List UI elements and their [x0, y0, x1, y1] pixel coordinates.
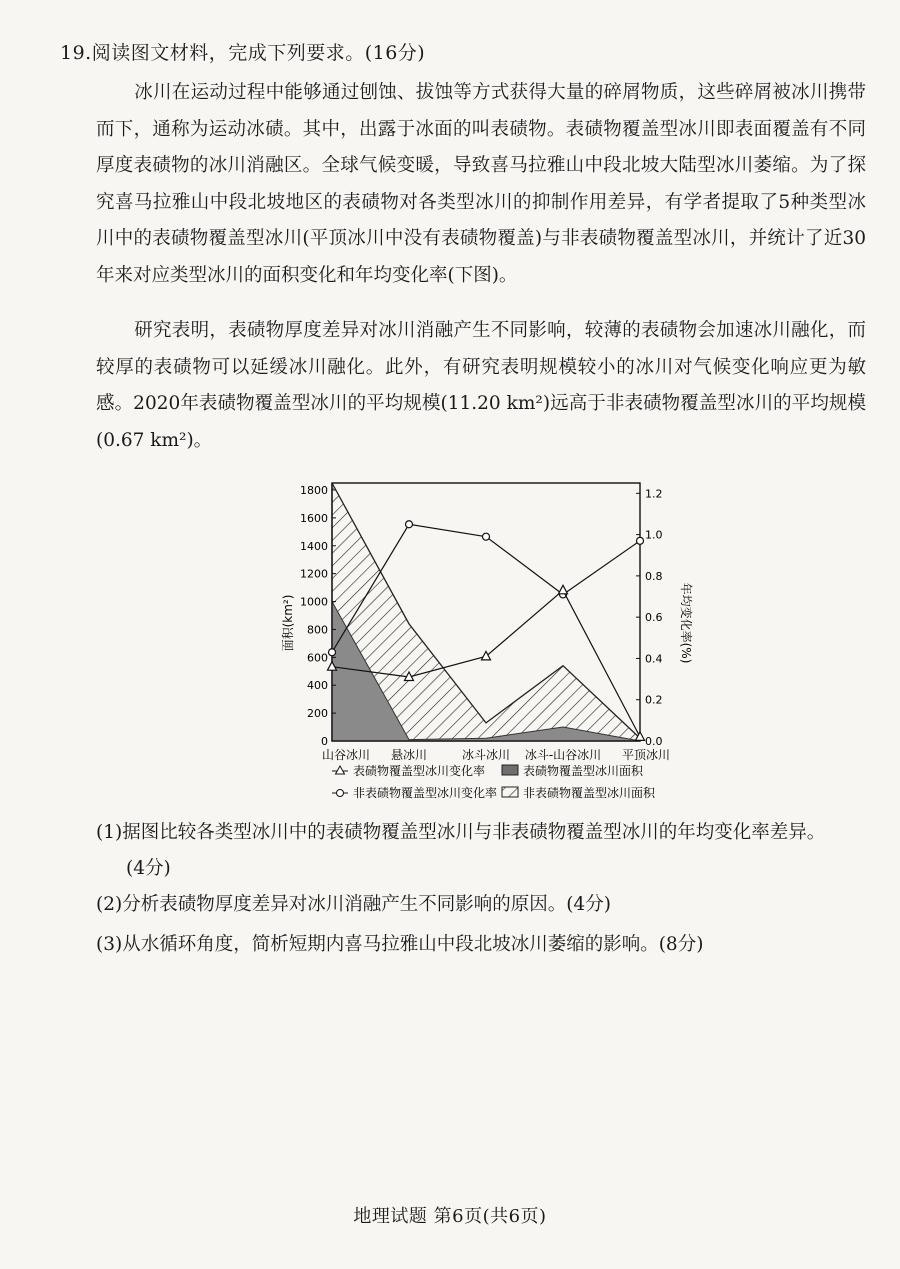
glacier-chart-svg — [270, 475, 700, 810]
non-debris-rate-point — [637, 537, 644, 544]
y2-axis-label: 年均变化率(%) — [679, 582, 693, 664]
y-tick-label: 200 — [307, 707, 328, 721]
sub-question-2: (2)分析表碛物厚度差异对冰川消融产生不同影响的原因。(4分) — [96, 894, 611, 915]
material-paragraph-1 — [96, 75, 866, 294]
sub-question-1: (1)据图比较各类型冰川中的表碛物覆盖型冰川与非表碛物覆盖型冰川的年均变化率差异。 — [96, 822, 826, 843]
legend-hatch-box-icon — [502, 787, 518, 797]
sub-question-1-score: (4分) — [126, 858, 171, 879]
legend-triangle-icon — [336, 766, 345, 774]
y-axis-label: 面积(km²) — [281, 594, 295, 652]
non-debris-rate-point — [329, 649, 336, 656]
plot-layer — [300, 483, 670, 800]
y2-tick-label: 0.4 — [645, 652, 663, 666]
debris-rate-point — [482, 651, 491, 660]
y2-tick-label: 0.6 — [645, 611, 663, 625]
material-paragraph-2 — [96, 313, 866, 459]
y-tick-label: 1600 — [300, 511, 328, 525]
y-tick-label: 600 — [307, 651, 328, 665]
legend-circle-icon — [337, 790, 344, 797]
material-paragraph-2-text: 研究表明，表碛物厚度差异对冰川消融产生不同影响，较薄的表碛物会加速冰川融化，而较厚的表碛物可以延缓冰川融化。此外，有研究表明规模较小的冰川对气候变化响应更为敏感。2020年表碛物覆盖型冰川的平均规模(11.20 km²)远高于非表碛物覆盖型冰川的平均规模(0.67 km²)。 — [96, 320, 866, 451]
x-category-label: 冰斗冰川 — [461, 748, 511, 762]
page-footer: 地理试题 第6页(共6页) — [353, 1206, 547, 1227]
y-tick-label: 1400 — [300, 539, 328, 553]
x-category-label: 平顶冰川 — [621, 748, 670, 762]
x-category-label: 悬冰川 — [390, 748, 428, 762]
legend-label: 表碛物覆盖型冰川变化率 — [353, 764, 486, 778]
x-category-label: 山谷冰川 — [322, 748, 371, 762]
y2-tick-label: 1.0 — [645, 528, 663, 542]
y2-tick-label: 0.8 — [645, 569, 663, 583]
non-debris-rate-point — [406, 521, 413, 528]
x-category-label: 冰斗-山谷冰川 — [524, 748, 602, 762]
legend-label: 非表碛物覆盖型冰川变化率 — [353, 786, 498, 800]
y2-tick-label: 0.2 — [645, 693, 663, 707]
question-title: 19.阅读图文材料，完成下列要求。(16分) — [60, 42, 426, 64]
material-paragraph-1-text: 冰川在运动过程中能够通过刨蚀、拔蚀等方式获得大量的碎屑物质，这些碎屑被冰川携带而下，通称为运动冰碛。其中，出露于冰面的叫表碛物。表碛物覆盖型冰川即表面覆盖有不同厚度表碛物的冰川消融区。全球气候变暖，导致喜马拉雅山中段北坡大陆型冰川萎缩。为了探究喜马拉雅山中段北坡地区的表碛物对各类型冰川的抑制作用差异，有学者提取了5种类型冰川中的表碛物覆盖型冰川(平顶冰川中没有表碛物覆盖)与非表碛物覆盖型冰川，并统计了近30年来对应类型冰川的面积变化和年均变化率(下图)。 — [96, 82, 866, 286]
legend-gray-box-icon — [502, 765, 518, 775]
y-tick-label: 400 — [307, 679, 328, 693]
y-tick-label: 1200 — [300, 567, 328, 581]
y-tick-label: 0 — [321, 735, 328, 748]
y2-tick-label: 0.0 — [645, 735, 663, 748]
y2-tick-label: 1.2 — [645, 487, 663, 501]
sub-question-3: (3)从水循环角度，简析短期内喜马拉雅山中段北坡冰川萎缩的影响。(8分) — [96, 934, 704, 955]
y-tick-label: 800 — [307, 623, 328, 637]
non-debris-rate-point — [483, 533, 490, 540]
y-tick-label: 1000 — [300, 595, 328, 609]
legend-label: 表碛物覆盖型冰川面积 — [523, 764, 644, 778]
legend-label: 非表碛物覆盖型冰川面积 — [523, 786, 656, 800]
debris-rate-point — [559, 585, 568, 594]
y-tick-label: 1800 — [300, 483, 328, 497]
glacier-chart — [270, 475, 700, 810]
